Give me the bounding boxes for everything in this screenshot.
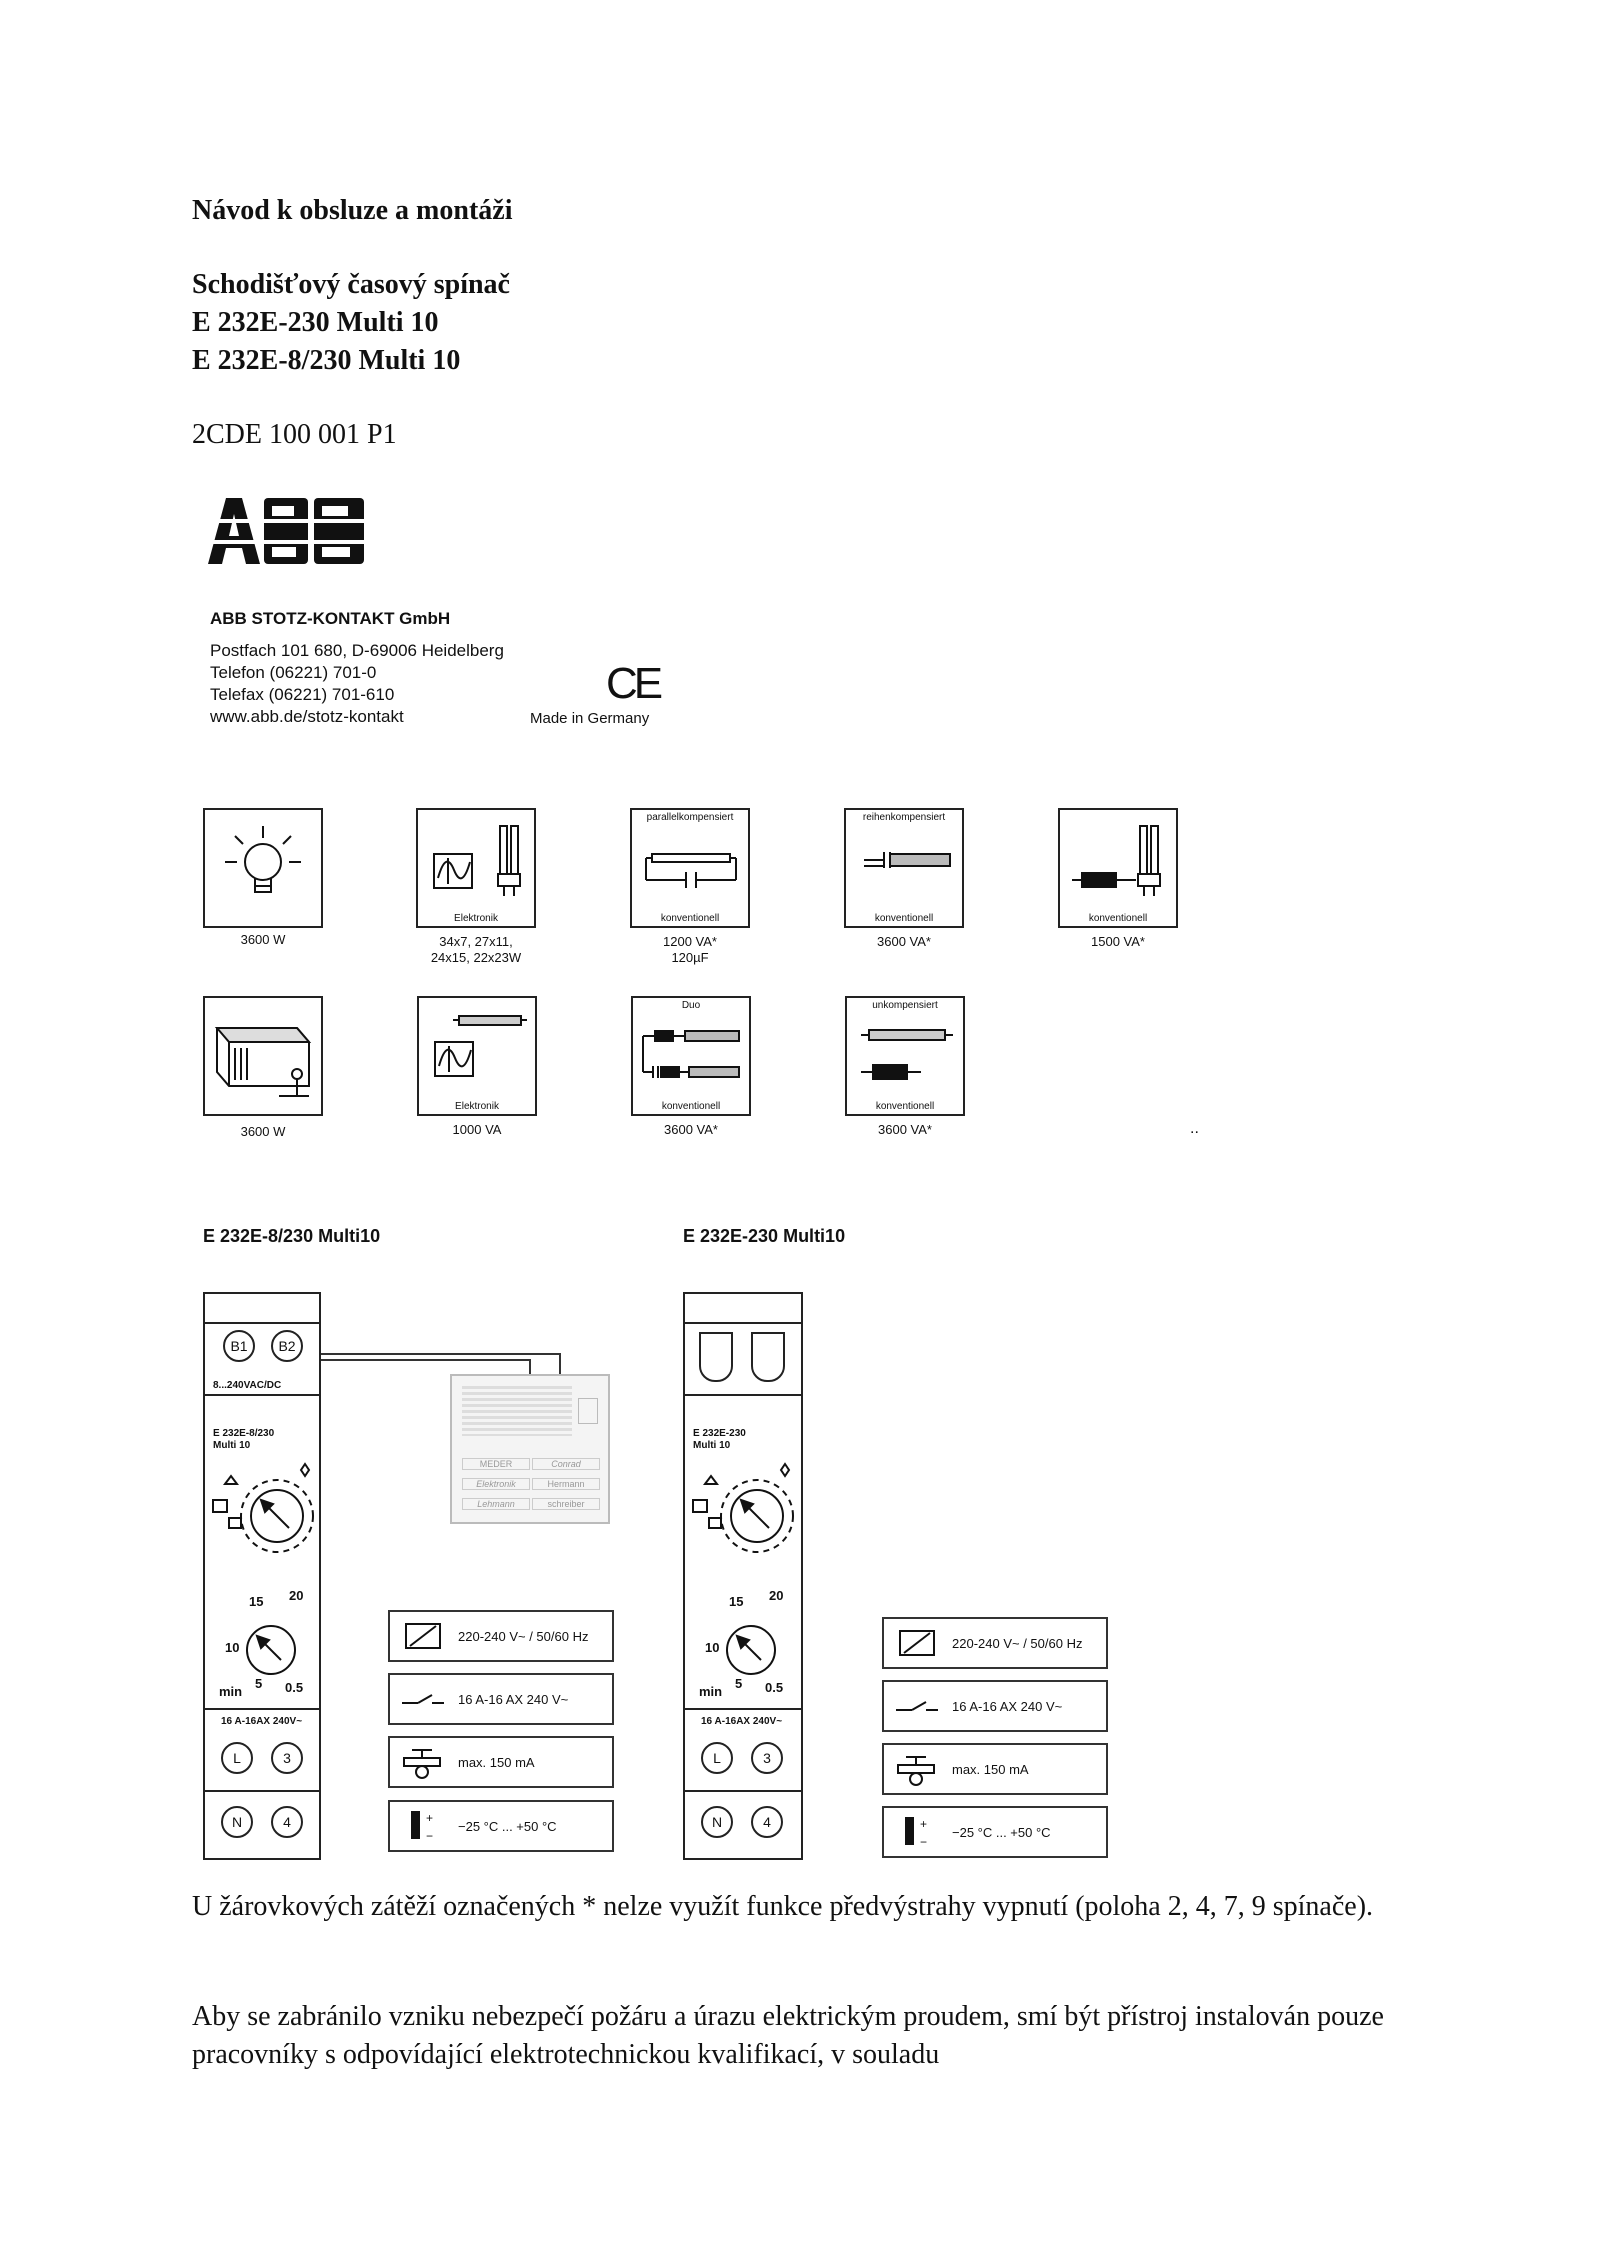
load-electronic-caption-1: 34x7, 27x11, xyxy=(439,934,513,949)
load-parallel-bottom-label: konventionell xyxy=(660,913,720,924)
time-label-20-right: 20 xyxy=(769,1588,784,1603)
panel-cell-3: Elektronik xyxy=(462,1478,530,1490)
load-uncompensated-caption: 3600 VA* xyxy=(878,1122,932,1137)
abb-logo xyxy=(208,498,368,564)
device-left-supply: 8...240VAC/DC xyxy=(213,1380,282,1391)
pushbutton-lamp-icon-right xyxy=(892,1751,942,1787)
svg-text:+: + xyxy=(426,1811,434,1825)
company-website: www.abb.de/stotz-kontakt xyxy=(210,707,404,726)
panel-cell-5: Lehmann xyxy=(462,1498,530,1510)
panel-cell-6: schreiber xyxy=(532,1498,600,1510)
document-title: Návod k obsluze a montáži xyxy=(192,195,513,226)
device-right-title: E 232E-230 Multi10 xyxy=(683,1226,846,1246)
thermometer-icon xyxy=(398,1808,448,1844)
spec-left-contact xyxy=(388,1673,614,1725)
relay-coil-icon xyxy=(398,1618,448,1654)
made-in-label: Made in Germany xyxy=(530,710,650,727)
load-conventional-cfl-caption: 1500 VA* xyxy=(1091,934,1145,949)
spec-left-voltage xyxy=(388,1610,614,1662)
device-left-rating: 16 A-16AX 240V~ xyxy=(221,1716,303,1727)
time-label-20: 20 xyxy=(289,1588,304,1603)
company-name: ABB STOTZ-KONTAKT GmbH xyxy=(210,609,451,628)
product-model-1: E 232E-230 Multi 10 xyxy=(192,307,439,338)
load-uncompensated-top-label: unkompensiert xyxy=(872,1000,938,1011)
terminal-4-right: 4 xyxy=(751,1806,783,1838)
svg-text:+: + xyxy=(920,1817,928,1831)
load-series-caption: 3600 VA* xyxy=(877,934,931,949)
device-left xyxy=(203,1292,321,1860)
fluorescent-tube-parallel-icon xyxy=(632,810,748,910)
load-conventional-cfl xyxy=(1058,808,1178,928)
time-label-10: 10 xyxy=(225,1640,240,1655)
load-duo-bottom-label: konventionell xyxy=(661,1101,721,1112)
spec-right-contact xyxy=(882,1680,1108,1732)
time-label-min: min xyxy=(219,1684,243,1699)
floodlight-icon xyxy=(205,998,321,1114)
uncompensated-tube-icon xyxy=(847,998,963,1098)
load-series-compensated xyxy=(844,808,964,928)
terminal-3-right: 3 xyxy=(751,1742,783,1774)
load-electronic-tube-caption: 1000 VA xyxy=(452,1122,502,1137)
terminal-b2: B2 xyxy=(271,1330,303,1362)
device-right-label-1: E 232E-230 xyxy=(693,1428,746,1439)
spec-right-current-text: max. 150 mA xyxy=(952,1761,1029,1777)
fluorescent-tube-series-icon xyxy=(846,810,962,910)
time-label-05-right: 0.5 xyxy=(765,1680,784,1695)
electronic-tube-icon xyxy=(419,998,535,1098)
bulb-icon xyxy=(205,810,321,926)
product-name: Schodišťový časový spínač xyxy=(192,269,510,300)
load-electronic-tube xyxy=(417,996,537,1116)
panel-cell-4: Hermann xyxy=(532,1478,600,1490)
load-incandescent-caption: 3600 W xyxy=(240,932,286,947)
spec-right-contact-text: 16 A-16 AX 240 V~ xyxy=(952,1698,1063,1714)
time-label-10-right: 10 xyxy=(705,1640,720,1655)
terminal-b1: B1 xyxy=(223,1330,255,1362)
row-mark: .. xyxy=(1190,1120,1199,1137)
time-label-15-right: 15 xyxy=(729,1594,744,1609)
time-label-5-right: 5 xyxy=(735,1676,743,1691)
terminal-3: 3 xyxy=(271,1742,303,1774)
spec-left-voltage-text: 220-240 V~ / 50/60 Hz xyxy=(458,1628,589,1644)
ballast-cfl-icon xyxy=(418,810,534,910)
load-electronic-cfl xyxy=(416,808,536,928)
note-paragraph: U žárovkových zátěží označených * nelze využít funkce předvýstrahy vypnutí (poloha 2, 4, 7, 9 spínače). xyxy=(192,1891,1374,1922)
product-model-2: E 232E-8/230 Multi 10 xyxy=(192,345,461,376)
function-selector-dial-right[interactable] xyxy=(689,1454,799,1574)
load-parallel-top-label: parallelkompensiert xyxy=(646,812,734,823)
terminal-l: L xyxy=(221,1742,253,1774)
device-left-title: E 232E-8/230 Multi10 xyxy=(203,1226,381,1246)
document-code: 2CDE 100 001 P1 xyxy=(192,419,397,450)
contact-switch-icon-right xyxy=(892,1688,942,1724)
terminal-4: 4 xyxy=(271,1806,303,1838)
panel-cell-2: Conrad xyxy=(532,1458,600,1470)
spec-left-temperature-text: −25 °C ... +50 °C xyxy=(458,1818,557,1834)
load-electronic-caption-2: 24x15, 22x23W xyxy=(430,950,522,965)
load-electronic-tube-label: Elektronik xyxy=(455,1101,499,1112)
load-incandescent xyxy=(203,808,323,928)
bell-transformer-panel xyxy=(450,1374,610,1524)
device-left-label-1: E 232E-8/230 xyxy=(213,1428,275,1439)
spec-right-voltage-text: 220-240 V~ / 50/60 Hz xyxy=(952,1635,1083,1651)
contact-switch-icon xyxy=(398,1681,448,1717)
svg-text:−: − xyxy=(426,1829,434,1843)
duo-circuit-icon xyxy=(633,998,749,1098)
device-left-label-2: Multi 10 xyxy=(213,1440,251,1451)
load-parallel-caption-2: 120µF xyxy=(671,950,709,965)
time-label-5: 5 xyxy=(255,1676,263,1691)
spec-right-temperature xyxy=(882,1806,1108,1858)
load-floodlight-caption: 3600 W xyxy=(240,1124,286,1139)
terminal-n: N xyxy=(221,1806,253,1838)
load-uncompensated-bottom-label: konventionell xyxy=(875,1101,935,1112)
load-uncompensated xyxy=(845,996,965,1116)
terminal-n-right: N xyxy=(701,1806,733,1838)
relay-coil-icon-right xyxy=(892,1625,942,1661)
load-electronic-label: Elektronik xyxy=(454,913,498,924)
load-duo-top-label: Duo xyxy=(681,1000,701,1011)
spec-left-contact-text: 16 A-16 AX 240 V~ xyxy=(458,1691,569,1707)
spec-right-voltage xyxy=(882,1617,1108,1669)
load-series-bottom-label: konventionell xyxy=(874,913,934,924)
spec-right-temperature-text: −25 °C ... +50 °C xyxy=(952,1824,1051,1840)
svg-text:−: − xyxy=(920,1835,928,1849)
spec-left-current-text: max. 150 mA xyxy=(458,1754,535,1770)
terminal-l-right: L xyxy=(701,1742,733,1774)
thermometer-icon-right xyxy=(892,1814,942,1850)
spec-right-current xyxy=(882,1743,1108,1795)
load-halogen-floodlight xyxy=(203,996,323,1116)
company-fax: Telefax (06221) 701-610 xyxy=(210,685,395,704)
time-label-15: 15 xyxy=(249,1594,264,1609)
company-phone: Telefon (06221) 701-0 xyxy=(210,663,377,682)
time-label-05: 0.5 xyxy=(285,1680,304,1695)
load-duo-caption: 3600 VA* xyxy=(664,1122,718,1137)
device-right-rating: 16 A-16AX 240V~ xyxy=(701,1716,783,1727)
device-right-label-2: Multi 10 xyxy=(693,1440,731,1451)
company-address: Postfach 101 680, D-69006 Heidelberg xyxy=(210,641,504,660)
conventional-cfl-icon xyxy=(1060,810,1176,910)
load-duo xyxy=(631,996,751,1116)
load-parallel-caption-1: 1200 VA* xyxy=(663,934,717,949)
load-parallel-compensated xyxy=(630,808,750,928)
ce-mark: CE xyxy=(606,659,660,708)
spec-left-temperature xyxy=(388,1800,614,1852)
spec-left-current xyxy=(388,1736,614,1788)
function-selector-dial[interactable] xyxy=(209,1454,319,1574)
load-series-top-label: reihenkompensiert xyxy=(862,812,946,823)
device-right xyxy=(683,1292,803,1860)
safety-paragraph: Aby se zabránilo vzniku nebezpečí požáru a úrazu elektrickým proudem, smí být přístroj instalován pouze pracovníky s odpovídající elektrotechnickou kvalifikací, v souladu xyxy=(192,2001,1384,2070)
panel-cell-1: MEDER xyxy=(462,1458,530,1470)
pushbutton-lamp-icon xyxy=(398,1744,448,1780)
time-label-min-right: min xyxy=(699,1684,723,1699)
load-conventional-cfl-label: konventionell xyxy=(1088,913,1148,924)
